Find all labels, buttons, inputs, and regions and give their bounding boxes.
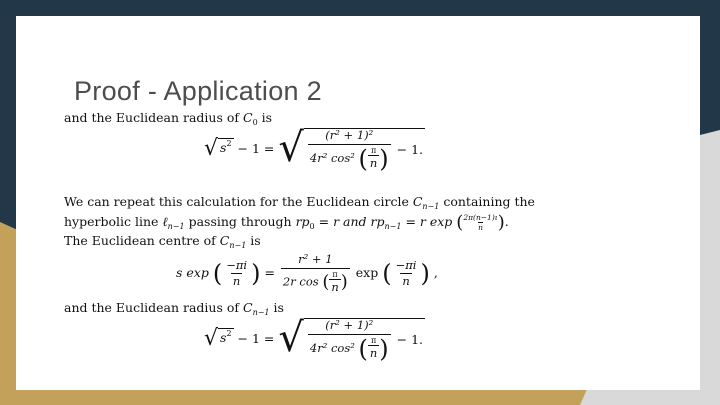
text: and the Euclidean radius of	[64, 300, 239, 315]
tail: − 1.	[396, 331, 424, 347]
equation-centre-cn1: s exp ( $\frac{-\pi i}{n}$ ) = r² + 1 2r cos ( $\frac{\pi}{n}$ ) exp ( $\frac{-\pi i}{n}$ ) ,	[176, 252, 438, 294]
subscript: 0	[309, 222, 315, 231]
symbol: C	[242, 110, 253, 125]
text-line-centre	[64, 233, 261, 250]
subscript: n−1	[422, 202, 440, 211]
symbol: C	[242, 300, 253, 315]
exp: exp	[355, 265, 379, 280]
numerator: r² + 1	[298, 252, 333, 266]
text: = r exp	[405, 214, 453, 229]
text: hyperbolic line	[64, 214, 159, 229]
equation-radius-c0	[204, 125, 425, 173]
lhs: s exp	[176, 265, 209, 280]
subscript: n−1	[384, 222, 402, 231]
fraction: (r² + 1)² 4r² cos² ( $\frac{\pi}{n}$ )	[309, 128, 389, 173]
tail: − 1.	[396, 141, 424, 157]
n: n	[331, 279, 339, 294]
numerator: −πi	[226, 257, 248, 272]
pi: π	[370, 336, 377, 346]
equals-text: − 1 =	[237, 140, 275, 156]
text-line-repeat	[64, 194, 535, 211]
numerator: −πi	[395, 257, 417, 272]
denominator: 4r² cos²	[309, 340, 355, 355]
slide-title: Proof - Application 2	[74, 76, 322, 106]
subscript: n−1	[229, 241, 247, 250]
symbol: C	[219, 233, 230, 248]
text-line-radius-cn1	[64, 300, 284, 317]
symbol: rp	[370, 214, 385, 229]
text: We can repeat this calculation for the Euclidean circle	[64, 194, 409, 209]
sqrt: √ $s^2$	[204, 326, 232, 352]
pi: π	[370, 146, 377, 156]
equals: =	[264, 265, 275, 280]
numerator: (r² + 1)²	[325, 318, 374, 332]
denominator: 2r cos	[282, 273, 319, 288]
text: is	[257, 110, 273, 125]
equals-text: − 1 =	[237, 330, 275, 346]
fraction	[224, 257, 249, 288]
text-line-hyperbolic: hyperbolic line ℓ$_{n-1}$ passing through $rp_0 = r$ and $rp_{n-1} = r$ exp ( $\frac{2\pi(n-1)\iota}{n}$ ).	[64, 212, 509, 233]
symbol: rp	[295, 214, 310, 229]
pi: π	[332, 269, 338, 279]
fraction	[394, 257, 419, 288]
text: is	[246, 233, 261, 248]
text: = r and	[318, 214, 367, 229]
radicand: s	[220, 140, 227, 156]
denominator: n	[402, 274, 410, 288]
fraction: (r² + 1)² 4r² cos² ( $\frac{\pi}{n}$ )	[309, 318, 389, 363]
numerator: 2π(n−1)ι	[463, 213, 498, 222]
symbol: ℓ	[162, 214, 168, 229]
sqrt: √ $s^2$	[204, 136, 232, 162]
subscript: 0	[252, 118, 258, 127]
denominator: n	[478, 223, 483, 232]
text: containing the	[443, 194, 535, 209]
sqrt: √ (r² + 1)² 4r² cos² ( $\frac{\pi}{n}$ ) − 1.	[278, 125, 424, 173]
n: n	[369, 156, 378, 171]
text: The Euclidean centre of	[64, 233, 216, 248]
subscript: n−1	[252, 308, 270, 317]
slide-canvas	[16, 16, 700, 390]
text: and the Euclidean radius of	[64, 110, 239, 125]
text-line-radius-c0	[64, 110, 272, 127]
fraction: r² + 1 2r cos ( $\frac{\pi}{n}$ )	[282, 252, 348, 294]
text: is	[269, 300, 284, 315]
tail: ,	[433, 265, 438, 280]
denominator: n	[232, 274, 241, 288]
n: n	[369, 346, 378, 361]
sqrt: √ (r² + 1)² 4r² cos² ( $\frac{\pi}{n}$ ) − 1.	[278, 315, 424, 363]
numerator: (r² + 1)²	[325, 128, 374, 142]
denominator: 4r² cos²	[309, 150, 355, 165]
text: passing through	[188, 214, 292, 229]
equation-radius-cn1	[204, 315, 425, 363]
symbol: C	[412, 194, 423, 209]
radicand: s	[220, 330, 227, 346]
subscript: n−1	[167, 222, 185, 231]
